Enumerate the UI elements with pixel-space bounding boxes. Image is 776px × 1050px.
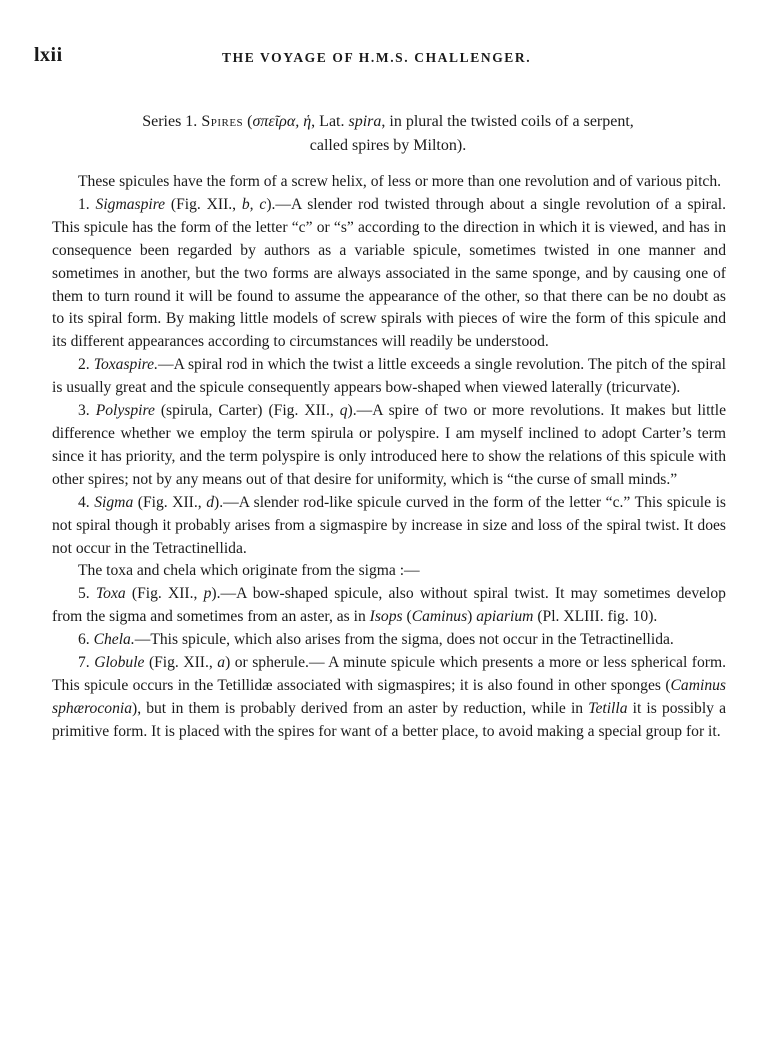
item-number: 2. (78, 356, 90, 374)
item-italic-subgenus: Caminus (411, 608, 468, 626)
item-ref-end: ). (214, 493, 224, 511)
item-text: — A minute spicule which presents a more or less spherical form. This spicule occurs in the Tetillidæ associated with sigmaspires; it is also found in other sponges ( (52, 654, 726, 694)
item-toxaspire (52, 354, 726, 400)
item-ref-end: ). (211, 585, 221, 603)
item-term: Chela. (93, 631, 135, 649)
item-text-mid: ), but in them is probably derived from an aster by reduction, while in (132, 699, 589, 717)
item-number: 5. (78, 585, 90, 603)
item-text-mid: ( (402, 608, 412, 626)
item-number: 3. (78, 402, 90, 420)
item-text: —A bow-shaped spicule, also without spiral twist. It may sometimes develop from the sigma and sometimes from an aster, as in (52, 585, 726, 626)
item-term: Sigmaspire (95, 195, 166, 213)
item-text-mid: ) (467, 608, 477, 626)
item-term: Polyspire (95, 402, 155, 420)
item-globule (52, 652, 726, 744)
item-ref: (spirula, Carter) (Fig. XII., (154, 402, 340, 420)
item-ref-italic: p (203, 585, 212, 603)
item-italic-genus: Tetilla (588, 699, 628, 717)
running-title: THE VOYAGE OF H.M.S. CHALLENGER. (222, 50, 532, 65)
item-italic-genus: Isops (369, 608, 403, 626)
page-number: lxii (34, 44, 63, 66)
item-number: 7. (78, 654, 90, 672)
item-ref: (Fig. XII., (144, 654, 218, 672)
item-ref: (Fig. XII., (125, 585, 204, 603)
item-ref-end: ). (266, 195, 276, 213)
item-ref: (Fig. XII., (165, 195, 242, 213)
item-ref-italic: d (206, 493, 215, 511)
item-term: Toxa (95, 585, 126, 603)
item-text: —A spire of two or more revolutions. It makes but little difference whether we employ the term spirula or polyspire. I am myself inclined to adopt Carter’s term since it has priority, and the term polyspire is only introduced here to show the relations of this spicule with other spires; not by any means out of that desire for uniformity, which is “the curse of small minds.” (52, 402, 726, 488)
item-term: Toxaspire. (93, 356, 158, 374)
item-number: 6. (78, 631, 90, 649)
item-text: —A slender rod twisted through about a single revolution of a spiral. This spicule has the form of the letter “c” or “s” according to the direction in which it is viewed, and has in consequence been regarded by authors as a variable spicule, sometimes twisted in one manner and sometimes in another, but the two forms are always associated in the same sponge, and by causing one of them to turn round it will be found to assume the appearance of the other, so that there can be no doubt as to its spiral form. By making little models of screw spirals with pieces of wire the form of this spicule and its different appearances according to circumstances will readily be understood. (52, 195, 726, 351)
item-term: Sigma (94, 493, 134, 511)
series-greek: σπεῖρα, ἡ (252, 113, 312, 130)
item-ref-italic: a (217, 654, 226, 672)
item-text: —This spicule, which also arises from the sigma, does not occur in the Tetractinellida. (134, 631, 674, 649)
item-text-tail: it is possibly a primitive form. It is placed with the spires for want of a better place, to avoid making a special group for it. (52, 699, 726, 740)
item-text-tail: (Pl. XLIII. fig. 10). (533, 608, 658, 626)
series-lead: Series 1. (142, 113, 198, 130)
series-heading-line2: called spires by Milton). (309, 137, 467, 154)
item-toxa (52, 583, 726, 629)
item-polyspire (52, 400, 726, 492)
series-heading-line1: Series 1. Spires (σπεῖρα, ἡ, Lat. spira, in plural the twisted coils of a serpent, (142, 113, 634, 130)
body-text (52, 171, 726, 744)
series-heading (34, 110, 742, 158)
item-ref-end: ). (347, 402, 357, 420)
series-lat-prefix: , Lat. (311, 113, 345, 130)
item-italic-species: apiarium (476, 608, 534, 626)
item-number: 4. (78, 493, 90, 511)
series-latin: spira (348, 113, 382, 130)
item-chela (52, 629, 726, 652)
item-text: —A slender rod-like spicule curved in the form of the letter “c.” This spicule is not spiral though it probably arises from a sigmaspire by increase in size and loss of the spiral twist. It does not occur in the Tetractinellida. (52, 493, 726, 557)
page-header (34, 44, 742, 72)
item-number: 1. (78, 195, 90, 213)
item-text: —A spiral rod in which the twist a little exceeds a single revolution. The pitch of the spiral is usually great and the spicule consequently appears bow-shaped when viewed laterally (tricurvate). (52, 356, 726, 397)
intro-paragraph: These spicules have the form of a screw helix, of less or more than one revolution and of various pitch. (78, 173, 722, 190)
item-ref-italic: b, c (241, 195, 267, 213)
item-term: Globule (94, 654, 145, 672)
series-rest: , in plural the twisted coils of a serpent, (381, 113, 634, 130)
item-ref: (Fig. XII., (133, 493, 207, 511)
item-ref-italic: q (339, 402, 348, 420)
series-name: Spires (201, 113, 244, 130)
item-sigmaspire (52, 194, 726, 354)
item-ref-end: ) or spherule. (225, 654, 309, 672)
item-sigma (52, 492, 726, 561)
sigma-derivatives-note: The toxa and chela which originate from the sigma :— (78, 562, 420, 580)
item-italic-species: Caminus sphæroconia (52, 676, 726, 717)
